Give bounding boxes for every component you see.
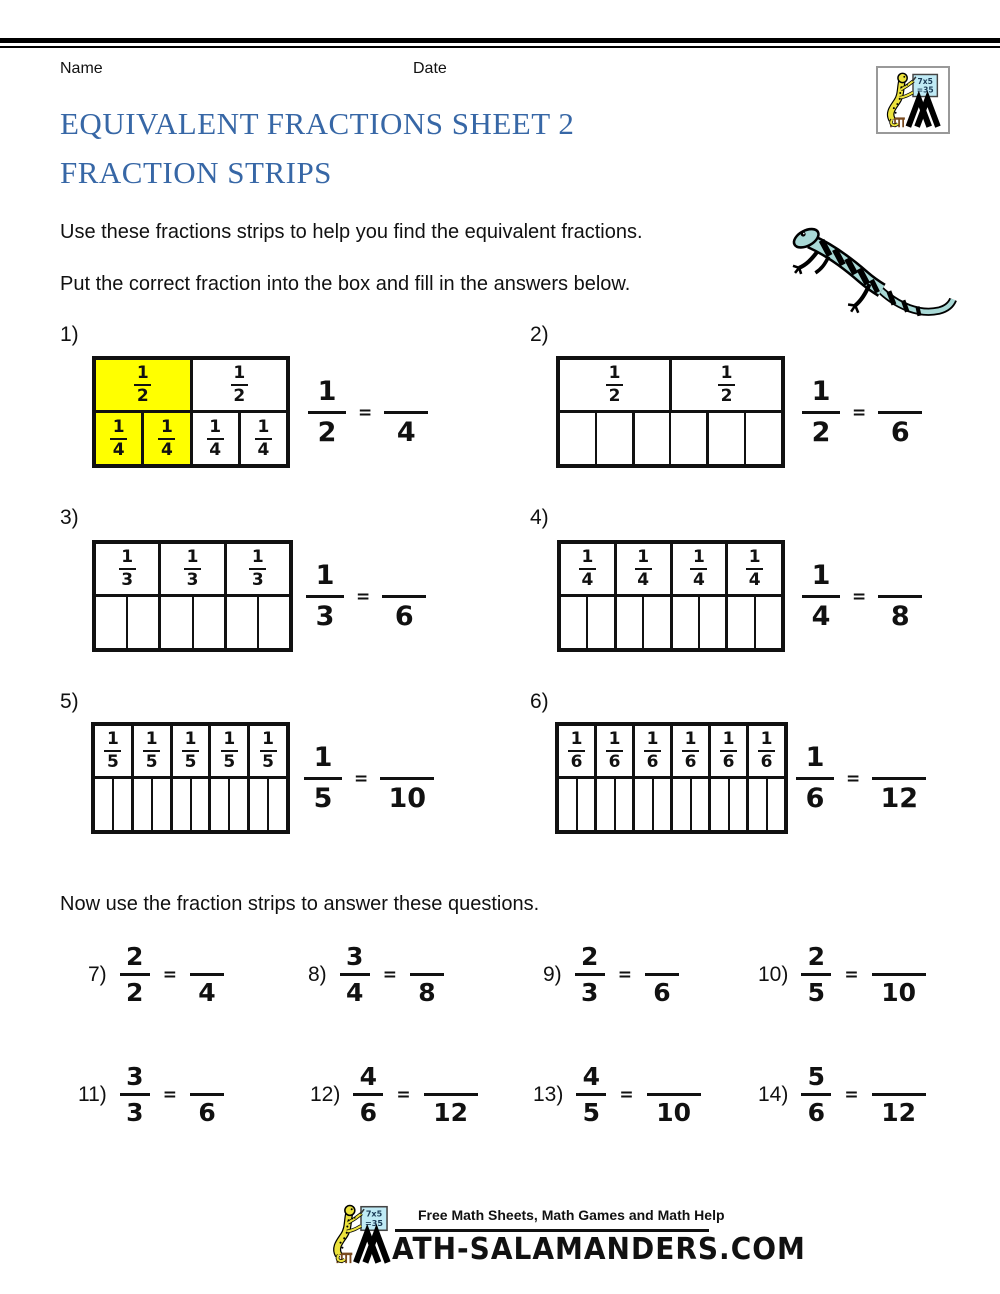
question-12: [310, 1062, 478, 1127]
strip-cell: [114, 779, 134, 830]
cell-numerator: 1: [184, 729, 197, 749]
cell-numerator: 1: [684, 729, 697, 749]
strip-top-row: [96, 360, 286, 413]
denominator: 5: [582, 1098, 601, 1127]
equals-sign: =: [852, 586, 867, 607]
answer-denominator: 4: [198, 978, 216, 1007]
fraction-bar: [575, 973, 605, 976]
strip-cell: [746, 413, 781, 464]
denominator: 6: [807, 1098, 826, 1127]
cell-numerator: 1: [257, 416, 270, 437]
strip-cell: [211, 726, 250, 776]
equation-5: [304, 741, 434, 816]
strip-cell: [749, 726, 784, 776]
cell-fraction: [758, 731, 775, 771]
strip-cell: [617, 544, 673, 594]
strip-bottom-row: [559, 779, 784, 830]
cell-denominator: 5: [223, 752, 236, 772]
fraction: [801, 942, 831, 1007]
fraction: [120, 942, 150, 1007]
fraction-bar: [353, 1093, 383, 1096]
answer-bar: [190, 1093, 224, 1096]
cell-numerator: 1: [223, 729, 236, 749]
numerator: 4: [582, 1062, 601, 1091]
denominator: 3: [126, 1098, 144, 1127]
numerator: 4: [359, 1062, 378, 1091]
equation-4: [802, 559, 922, 634]
cell-numerator: 1: [581, 547, 594, 567]
question-13: [533, 1062, 701, 1127]
answer-denominator: 10: [656, 1098, 691, 1127]
strip-cell: [654, 779, 674, 830]
strip-cell: [95, 726, 134, 776]
cell-numerator: 1: [112, 416, 125, 437]
equals-sign: =: [162, 964, 177, 985]
strip-cell: [259, 597, 289, 648]
strip-cell: [194, 597, 227, 648]
strip-cell: [173, 726, 212, 776]
strip-cell: [227, 597, 259, 648]
cell-numerator: 1: [106, 729, 119, 749]
strip-cell: [673, 544, 729, 594]
cell-numerator: 1: [233, 363, 246, 383]
equals-sign: =: [358, 402, 373, 423]
cell-fraction: [579, 549, 596, 589]
cell-denominator: 4: [692, 570, 705, 590]
strip-cell: [560, 360, 672, 410]
cell-numerator: 1: [720, 363, 733, 383]
denominator: 6: [359, 1098, 378, 1127]
cell-numerator: 1: [637, 547, 650, 567]
cell-numerator: 1: [692, 547, 705, 567]
instruction-line2: Put the correct fraction into the box and fill in the answers below.: [60, 273, 631, 295]
equals-sign: =: [844, 1084, 859, 1105]
equals-sign: =: [617, 964, 632, 985]
strip-cell: [728, 597, 755, 648]
cell-fraction: [184, 549, 201, 589]
numerator: 2: [580, 942, 599, 971]
cell-numerator: 1: [608, 363, 621, 383]
answer-denominator: 12: [433, 1098, 468, 1127]
cell-fraction: [260, 731, 277, 771]
answer-bar: [872, 973, 926, 976]
cell-denominator: 3: [186, 570, 199, 590]
strip-cell: [709, 413, 746, 464]
answer-bar: [645, 973, 679, 976]
equals-sign: =: [356, 586, 371, 607]
strip-cell: [230, 779, 250, 830]
strip-cell: [561, 544, 617, 594]
strip-cell: [597, 726, 635, 776]
cell-numerator: 1: [646, 729, 659, 749]
cell-fraction: [255, 416, 272, 460]
strip-cell: [692, 779, 712, 830]
cell-denominator: 4: [581, 570, 594, 590]
strip-cell: [96, 544, 161, 594]
numerator: 2: [807, 942, 826, 971]
question-number: 10): [758, 962, 789, 986]
strip-cell: [250, 726, 286, 776]
cell-numerator: 1: [722, 729, 735, 749]
question-number: 13): [533, 1082, 564, 1106]
answer-bar: [424, 1093, 478, 1096]
answer-bar: [410, 973, 444, 976]
strip-cell: [756, 597, 781, 648]
cell-numerator: 1: [209, 416, 222, 437]
cell-denominator: 2: [720, 386, 733, 406]
page-title-line1: EQUIVALENT FRACTIONS SHEET 2: [60, 106, 575, 141]
strip-cell: [96, 360, 193, 410]
footer-salamander-logo: [330, 1203, 392, 1265]
equals-sign: =: [844, 964, 859, 985]
strip-cell: [635, 726, 673, 776]
answer-blank: 10: [380, 741, 434, 816]
fraction: [120, 1062, 150, 1127]
strip-cell: [250, 779, 269, 830]
fraction-strip-6: [555, 722, 788, 834]
name-label: Name: [60, 60, 103, 77]
page-title-line2: FRACTION STRIPS: [60, 155, 332, 190]
strip-cell: [173, 779, 192, 830]
question-number: 7): [88, 962, 107, 986]
strip-cell: [644, 597, 672, 648]
cell-fraction: [119, 549, 136, 589]
problem-6-number: 6): [530, 690, 549, 713]
cell-fraction: [207, 416, 224, 460]
cell-numerator: 1: [186, 547, 199, 567]
answer-blank: 12: [872, 741, 926, 816]
cell-fraction: [182, 731, 199, 771]
strip-top-row: [560, 360, 781, 413]
question-number: 11): [78, 1082, 107, 1106]
equation-1: [308, 375, 428, 450]
cell-denominator: 6: [608, 752, 621, 772]
fraction-strip-4: [557, 540, 785, 652]
strip-cell: [561, 597, 588, 648]
cell-denominator: 4: [748, 570, 761, 590]
answer-bar: [872, 1093, 926, 1096]
strip-cell: [95, 779, 114, 830]
cell-denominator: 5: [262, 752, 274, 772]
cell-denominator: 5: [184, 752, 197, 772]
cell-numerator: 1: [760, 729, 773, 749]
answer-denominator: 12: [881, 1098, 916, 1127]
answer-blank: 4: [384, 375, 428, 450]
top-rule-thick: [0, 38, 1000, 43]
denominator: 5: [807, 978, 826, 1007]
equals-sign: =: [354, 768, 369, 789]
date-label: Date: [413, 60, 447, 77]
strip-cell: [700, 597, 728, 648]
cell-fraction: [718, 365, 735, 405]
strip-cell: [134, 779, 153, 830]
strip-cell: [671, 413, 709, 464]
denominator: 3: [580, 978, 599, 1007]
answer-denominator: 8: [418, 978, 436, 1007]
equals-sign: =: [162, 1084, 178, 1105]
cell-fraction: [568, 731, 585, 771]
denominator: 2: [125, 978, 144, 1007]
cell-numerator: 1: [160, 416, 173, 437]
question-number: 14): [758, 1082, 789, 1106]
cell-numerator: 1: [608, 729, 621, 749]
strip-cell: [241, 413, 286, 464]
cell-fraction: [104, 731, 121, 771]
question-9: [543, 942, 679, 1007]
cell-denominator: 5: [145, 752, 158, 772]
cell-fraction: [606, 365, 623, 405]
fraction: 1 2: [308, 375, 346, 450]
strip-cell: [144, 413, 192, 464]
answer-blank: 6: [382, 559, 426, 634]
answer-blank: [424, 1062, 478, 1127]
strip-top-row: [559, 726, 784, 779]
strip-top-row: [561, 544, 781, 597]
answer-denominator: 6: [653, 978, 671, 1007]
cell-fraction: [644, 731, 661, 771]
cell-denominator: 3: [121, 570, 134, 590]
cell-fraction: [635, 549, 652, 589]
cell-denominator: 6: [570, 752, 583, 772]
fraction: [353, 1062, 383, 1127]
cell-numerator: 1: [748, 547, 761, 567]
cell-denominator: 5: [106, 752, 119, 772]
salamander-logo-icon: [882, 71, 944, 129]
footer-site-text: ATH-SALAMANDERS.COM: [392, 1230, 806, 1267]
cell-numerator: 1: [145, 729, 158, 749]
strip-cell: [730, 779, 750, 830]
strip-cell: [560, 413, 597, 464]
fraction: [340, 942, 370, 1007]
question-number: 12): [310, 1082, 341, 1106]
cell-denominator: 4: [209, 439, 222, 460]
cell-denominator: 2: [233, 386, 246, 406]
answer-blank: [190, 1062, 224, 1127]
strip-cell: [128, 597, 161, 648]
top-rule-thin: [0, 46, 1000, 48]
fraction: 1 6: [796, 741, 834, 816]
strip-cell: [673, 726, 711, 776]
strip-cell: [153, 779, 173, 830]
strip-cell: [711, 779, 730, 830]
strip-cell: [227, 544, 289, 594]
answer-blank: 6: [878, 375, 922, 450]
footer-tagline: Free Math Sheets, Math Games and Math Help: [418, 1207, 725, 1223]
fraction: [801, 1062, 831, 1127]
lizard-image: [783, 226, 958, 328]
strip-cell: [711, 726, 749, 776]
problem-1-number: 1): [60, 323, 79, 346]
strip-cell: [617, 597, 644, 648]
answer-denominator: 6: [198, 1098, 216, 1127]
equation-2: [802, 375, 922, 450]
strip-cell: [96, 413, 144, 464]
math-salamanders-logo: [876, 66, 950, 134]
cell-denominator: 4: [160, 439, 173, 460]
answer-blank: [872, 942, 926, 1007]
fraction-bar: [340, 973, 370, 976]
equals-sign: =: [396, 1084, 411, 1105]
strip-cell: [635, 413, 672, 464]
cell-denominator: 6: [760, 752, 773, 772]
cell-fraction: [231, 365, 248, 405]
strip-cell: [578, 779, 598, 830]
cell-fraction: [134, 365, 151, 405]
fraction-bar: [120, 1093, 150, 1096]
cell-denominator: 4: [257, 439, 270, 460]
problem-3-number: 3): [60, 506, 79, 529]
strip-bottom-row: [96, 597, 289, 648]
numerator: 3: [345, 942, 364, 971]
fraction-strip-3: [92, 540, 293, 652]
cell-denominator: 2: [608, 386, 621, 406]
cell-fraction: [249, 549, 266, 589]
cell-numerator: 1: [121, 547, 134, 567]
strip-cell: [673, 597, 700, 648]
cell-fraction: [606, 731, 623, 771]
question-10: [758, 942, 926, 1007]
strip-top-row: [95, 726, 286, 779]
strip-top-row: [96, 544, 289, 597]
fraction-bar: [801, 973, 831, 976]
strip-cell: [673, 779, 692, 830]
fraction-strip-5: [91, 722, 290, 834]
answer-blank: [647, 1062, 701, 1127]
fraction-bar: [120, 973, 150, 976]
strip-cell: [588, 597, 616, 648]
cell-denominator: 4: [637, 570, 650, 590]
strip-cell: [161, 597, 193, 648]
cell-denominator: 2: [136, 386, 149, 406]
strip-cell: [616, 779, 636, 830]
question-7: [88, 942, 224, 1007]
cell-fraction: [158, 416, 175, 460]
cell-fraction: [221, 731, 238, 771]
answer-blank: [410, 942, 444, 1007]
cell-denominator: 6: [646, 752, 659, 772]
answer-denominator: 10: [881, 978, 916, 1007]
questions-intro: Now use the fraction strips to answer these questions.: [60, 893, 540, 915]
strip-cell: [635, 779, 654, 830]
strip-cell: [96, 597, 128, 648]
fraction: [575, 942, 605, 1007]
strip-cell: [672, 360, 781, 410]
answer-blank: 8: [878, 559, 922, 634]
cell-fraction: [690, 549, 707, 589]
answer-bar: [190, 973, 224, 976]
cell-numerator: 1: [251, 547, 264, 567]
fraction: 1 4: [802, 559, 840, 634]
strip-cell: [559, 779, 578, 830]
problem-4-number: 4): [530, 506, 549, 529]
strip-bottom-row: [561, 597, 781, 648]
problem-2-number: 2): [530, 323, 549, 346]
cell-fraction: [746, 549, 763, 589]
strip-cell: [269, 779, 286, 830]
strip-cell: [749, 779, 768, 830]
fraction: 1 3: [306, 559, 344, 634]
equals-sign: =: [852, 402, 867, 423]
strip-bottom-row: [96, 413, 286, 464]
fraction-strip-2: [556, 356, 785, 468]
numerator: 3: [126, 1062, 144, 1091]
cell-denominator: 4: [112, 439, 125, 460]
strip-bottom-row: [560, 413, 781, 464]
cell-denominator: 6: [722, 752, 735, 772]
strip-cell: [193, 413, 241, 464]
equation-6: [796, 741, 926, 816]
answer-blank: [645, 942, 679, 1007]
strip-cell: [597, 779, 616, 830]
cell-fraction: [720, 731, 737, 771]
question-number: 8): [308, 962, 327, 986]
fraction-strip-1: [92, 356, 290, 468]
equals-sign: =: [619, 1084, 634, 1105]
cell-fraction: [682, 731, 699, 771]
question-14: [758, 1062, 926, 1127]
answer-blank: [190, 942, 224, 1007]
equals-sign: =: [382, 964, 397, 985]
instruction-line1: Use these fractions strips to help you find the equivalent fractions.: [60, 221, 643, 243]
strip-cell: [134, 726, 173, 776]
question-number: 9): [543, 962, 562, 986]
strip-cell: [161, 544, 226, 594]
numerator: 5: [807, 1062, 826, 1091]
fraction-bar: [576, 1093, 606, 1096]
equation-3: [306, 559, 426, 634]
cell-numerator: 1: [136, 363, 149, 383]
strip-cell: [597, 413, 635, 464]
cell-denominator: 6: [684, 752, 697, 772]
strip-cell: [768, 779, 785, 830]
strip-cell: [211, 779, 230, 830]
fraction: 1 5: [304, 741, 342, 816]
cell-denominator: 3: [251, 570, 264, 590]
question-11: [78, 1062, 224, 1127]
cell-fraction: [143, 731, 160, 771]
equals-sign: =: [846, 768, 861, 789]
strip-cell: [728, 544, 781, 594]
strip-cell: [192, 779, 212, 830]
cell-fraction: [110, 416, 127, 460]
strip-cell: [559, 726, 597, 776]
fraction: 1 2: [802, 375, 840, 450]
strip-cell: [193, 360, 287, 410]
fraction: [576, 1062, 606, 1127]
cell-numerator: 1: [262, 729, 274, 749]
strip-bottom-row: [95, 779, 286, 830]
denominator: 4: [345, 978, 364, 1007]
answer-bar: [647, 1093, 701, 1096]
problem-5-number: 5): [60, 690, 79, 713]
question-8: [308, 942, 444, 1007]
answer-blank: [872, 1062, 926, 1127]
numerator: 2: [125, 942, 144, 971]
cell-numerator: 1: [570, 729, 583, 749]
fraction-bar: [801, 1093, 831, 1096]
